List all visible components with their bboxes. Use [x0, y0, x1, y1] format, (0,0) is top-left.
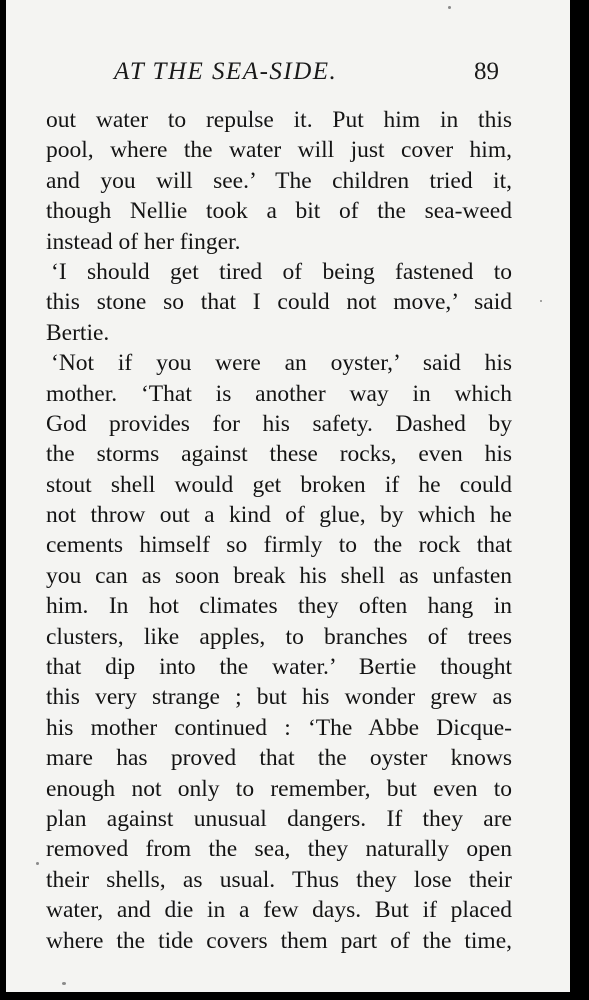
text-line: his mother continued : ‘The Abbe Dicque- — [46, 714, 512, 741]
text-line: instead of her finger. — [46, 228, 241, 255]
text-line: that dip into the water.’ Bertie thought — [46, 654, 512, 681]
book-page — [6, 0, 570, 992]
text-line: you can as soon break his shell as unfasten — [46, 562, 512, 589]
text-line: water, and die in a few days. But if placed — [46, 897, 512, 924]
text-line: plan against unusual dangers. If they are — [46, 805, 512, 832]
text-line: Bertie. — [46, 319, 110, 346]
text-line: mare has proved that the oyster knows — [46, 745, 512, 772]
text-line: God provides for his safety. Dashed by — [46, 410, 512, 437]
text-line: cements himself so firmly to the rock that — [46, 532, 512, 559]
paper-speck — [62, 982, 66, 985]
running-title: AT THE SEA-SIDE. — [114, 58, 338, 85]
text-line: him. In hot climates they often hang in — [46, 593, 512, 620]
text-line: the storms against these rocks, even his — [46, 441, 512, 468]
text-line: this stone so that I could not move,’ said — [46, 289, 512, 316]
page-number: 89 — [474, 58, 499, 85]
text-line: their shells, as usual. Thus they lose their — [46, 866, 512, 893]
text-line: where the tide covers them part of the time, — [46, 927, 512, 954]
body-text — [46, 105, 512, 956]
text-line: ‘Not if you were an oyster,’ said his — [51, 350, 512, 377]
text-line: mother. ‘That is another way in which — [46, 380, 512, 407]
text-line: removed from the sea, they naturally open — [46, 836, 512, 863]
text-line: though Nellie took a bit of the sea-weed — [46, 198, 512, 225]
text-line: pool, where the water will just cover him, — [46, 137, 512, 164]
text-line: not throw out a kind of glue, by which he — [46, 502, 512, 529]
text-line: clusters, like apples, to branches of trees — [46, 623, 512, 650]
text-line: this very strange ; but his wonder grew as — [46, 684, 512, 711]
text-line: and you will see.’ The children tried it, — [46, 167, 512, 194]
paper-speck — [540, 300, 542, 302]
running-head — [6, 58, 570, 94]
text-line: stout shell would get broken if he could — [46, 471, 512, 498]
paper-speck — [36, 862, 39, 865]
paper-speck — [448, 6, 451, 9]
text-line: enough not only to remember, but even to — [46, 775, 512, 802]
text-line: ‘I should get tired of being fastened to — [51, 258, 512, 285]
text-line: out water to repulse it. Put him in this — [46, 107, 512, 133]
